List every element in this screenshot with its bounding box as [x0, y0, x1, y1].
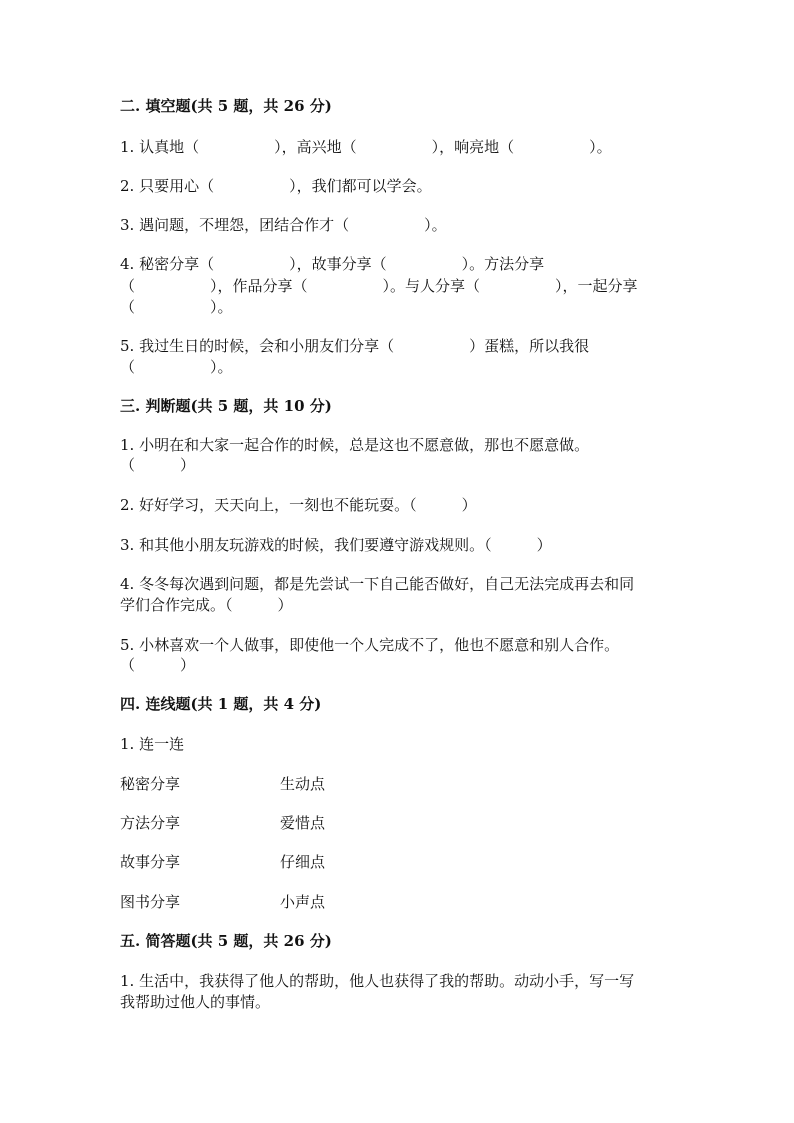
question-3-5-line-1: 5. 小林喜欢一个人做事，即使他一个人完成不了，他也不愿意和别人合作。 — [120, 636, 620, 654]
question-2-4-line-1: 4. 秘密分享（ ），故事分享（ ）。方法分享 — [120, 255, 545, 273]
question-2-5-line-1: 5. 我过生日的时候，会和小朋友们分享（ ）蛋糕，所以我很 — [120, 337, 590, 355]
question-3-4-line-1: 4. 冬冬每次遇到问题，都是先尝试一下自己能否做好，自己无法完成再去和同 — [120, 575, 635, 593]
match-right-item: 爱惜点 — [280, 814, 326, 832]
question-2-4-line-3: （ ）。 — [120, 298, 233, 316]
question-3-2: 2. 好好学习，天天向上，一刻也不能玩耍。（ ） — [120, 496, 477, 514]
question-2-2: 2. 只要用心（ ），我们都可以学会。 — [120, 177, 432, 195]
section-title-matching: 四. 连线题(共 1 题，共 4 分) — [120, 695, 322, 713]
match-right-item: 仔细点 — [280, 853, 326, 871]
section-title-true-false: 三. 判断题(共 5 题，共 10 分) — [120, 397, 332, 415]
section-title-fill-blank: 二. 填空题(共 5 题，共 26 分) — [120, 97, 332, 115]
question-4-1: 1. 连一连 — [120, 735, 185, 753]
section-title-short-answer: 五. 简答题(共 5 题，共 26 分) — [120, 932, 332, 950]
question-5-1-line-1: 1. 生活中，我获得了他人的帮助，他人也获得了我的帮助。动动小手，写一写 — [120, 972, 635, 990]
match-right-item: 生动点 — [280, 775, 326, 793]
match-left-item: 方法分享 — [120, 814, 181, 832]
question-2-1: 1. 认真地（ ），高兴地（ ），响亮地（ ）。 — [120, 138, 612, 156]
question-2-5-line-2: （ ）。 — [120, 358, 233, 376]
question-2-4-line-2: （ ），作品分享（ ）。与人分享（ ），一起分享 — [120, 277, 638, 295]
match-left-item: 故事分享 — [120, 853, 181, 871]
match-left-item: 秘密分享 — [120, 775, 181, 793]
question-2-3: 3. 遇问题，不埋怨，团结合作才（ ）。 — [120, 216, 447, 234]
match-right-item: 小声点 — [280, 893, 326, 911]
question-3-4-line-2: 学们合作完成。（ ） — [120, 596, 293, 614]
question-3-3: 3. 和其他小朋友玩游戏的时候，我们要遵守游戏规则。（ ） — [120, 536, 552, 554]
match-left-item: 图书分享 — [120, 893, 181, 911]
question-3-1-line-1: 1. 小明在和大家一起合作的时候，总是这也不愿意做，那也不愿意做。 — [120, 436, 590, 454]
question-3-1-line-2: （ ） — [120, 456, 196, 474]
question-3-5-line-2: （ ） — [120, 656, 196, 674]
question-5-1-line-2: 我帮助过他人的事情。 — [120, 993, 271, 1011]
